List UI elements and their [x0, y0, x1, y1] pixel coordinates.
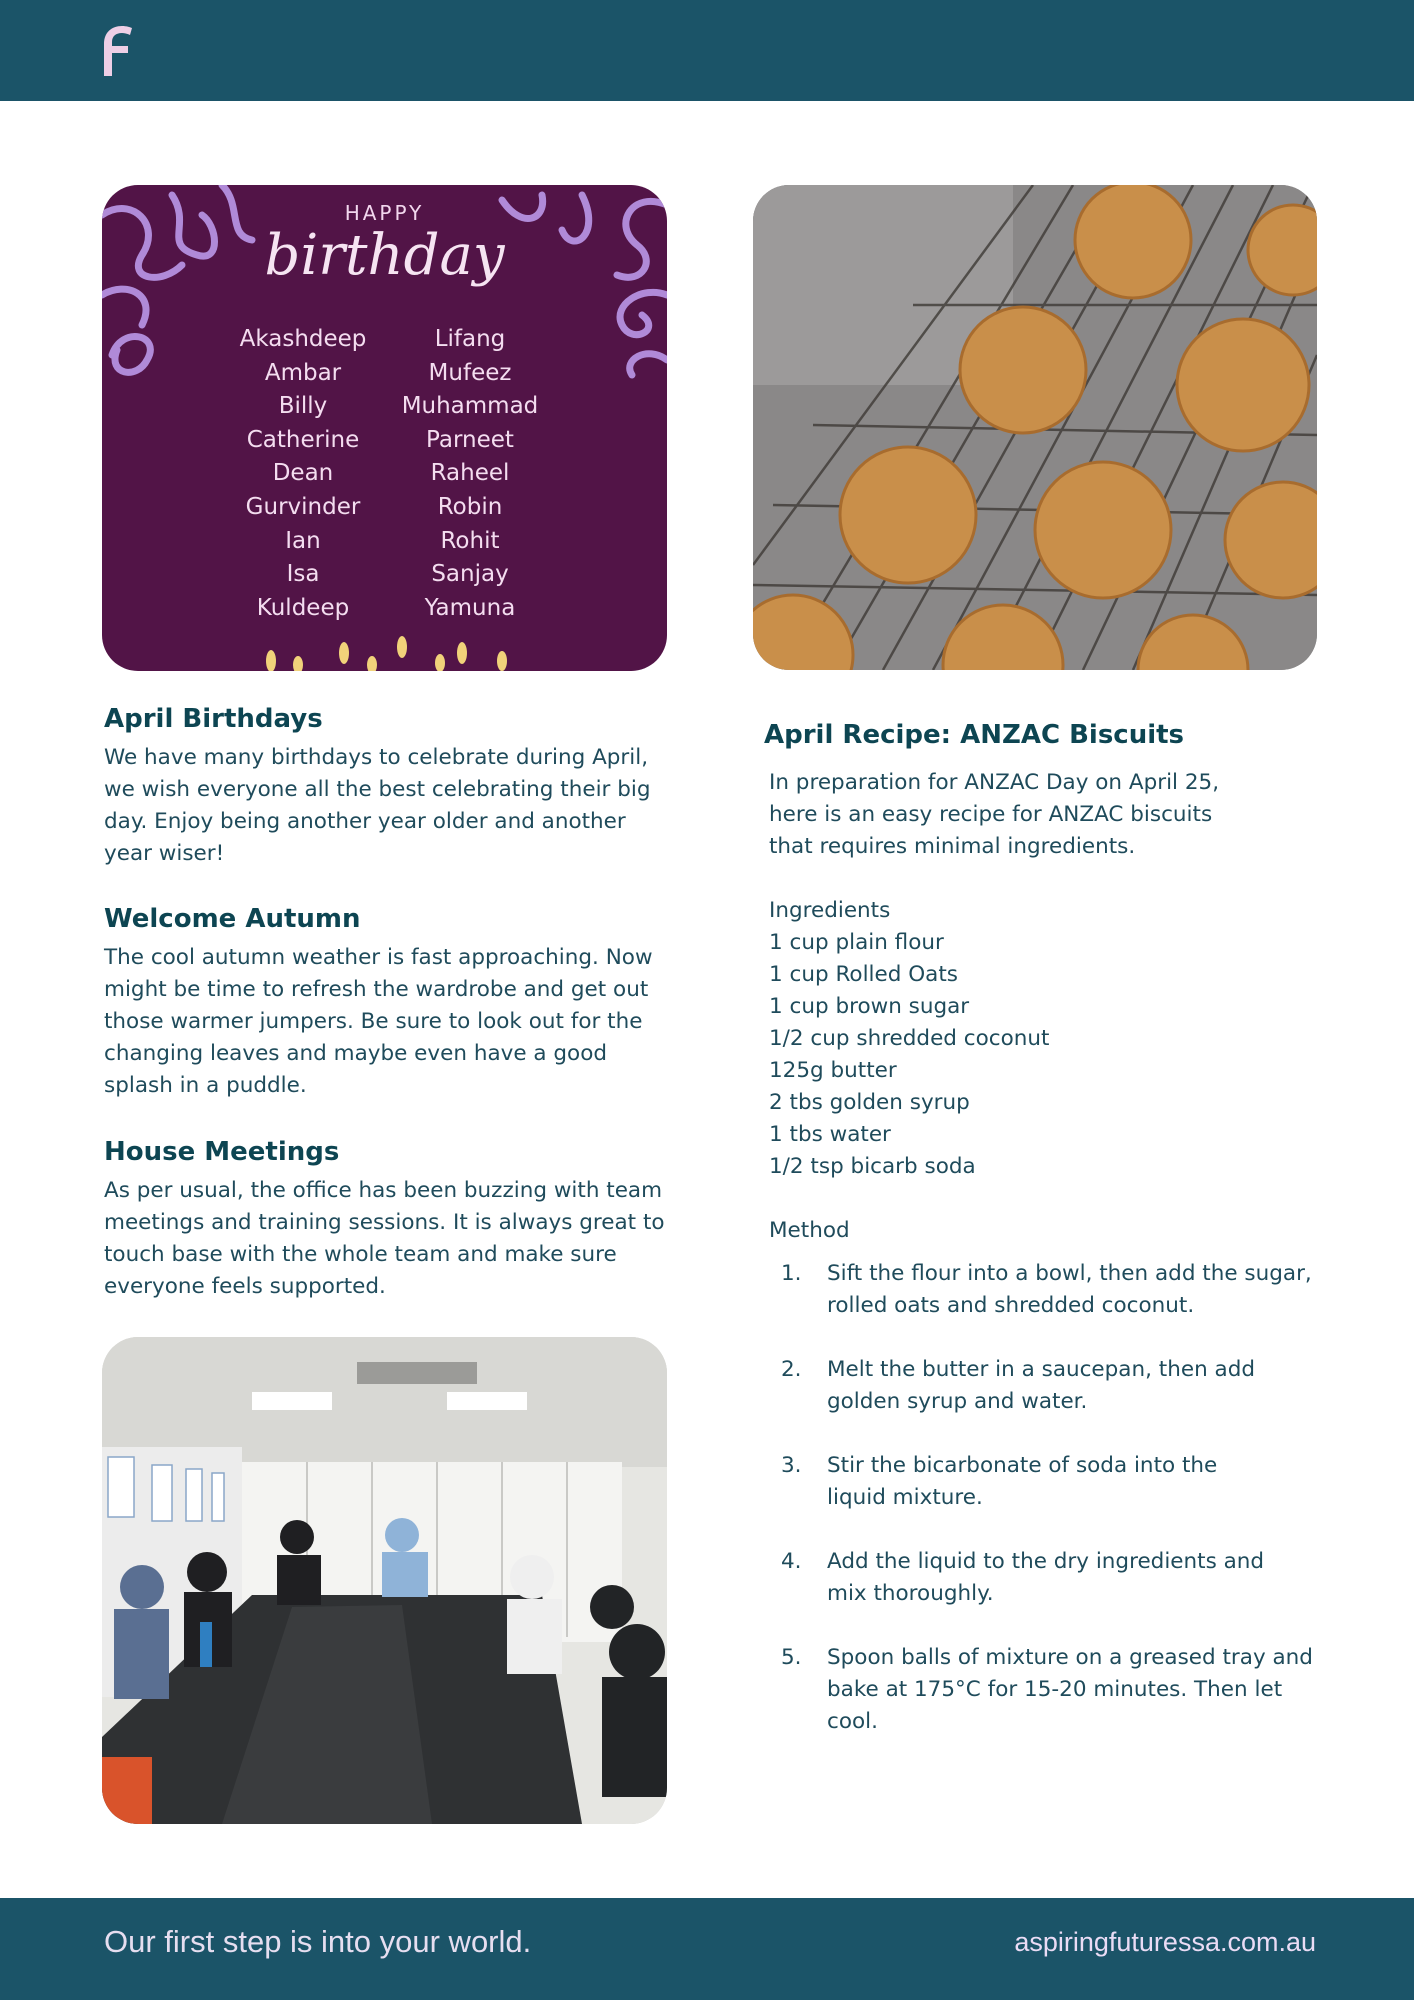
house-meetings-section — [104, 1137, 674, 1303]
step-number: 1. — [781, 1261, 802, 1286]
method-step — [769, 1354, 1257, 1418]
birthday-name: Yamuna — [424, 594, 516, 621]
birthday-name: Isa — [286, 561, 320, 588]
house-meetings-text: As per usual, the office has been buzzing with team meetings and training sessions. It is always great to touch base with the whole team and make sure everyone feels supported. — [104, 1178, 665, 1299]
birthday-name: Lifang — [434, 326, 506, 352]
birthday-name: Parneet — [426, 426, 514, 453]
happy-label: HAPPY — [344, 201, 425, 225]
step-number: 4. — [781, 1549, 802, 1574]
step-number: 5. — [781, 1645, 802, 1670]
birthday-name: Billy — [278, 393, 328, 420]
method-step — [769, 1642, 1329, 1738]
ingredient-item: 1 cup plain flour — [769, 930, 944, 955]
method-step — [769, 1258, 1329, 1322]
recipe-body — [769, 767, 1329, 1247]
birthday-name: Ian — [285, 527, 321, 554]
ingredient-item: 125g butter — [769, 1058, 897, 1083]
step-text: Add the liquid to the dry ingredients and mix thoroughly. — [827, 1549, 1265, 1606]
birthday-name: Sanjay — [431, 561, 509, 588]
recipe-heading: April Recipe: ANZAC Biscuits — [764, 720, 1185, 750]
welcome-autumn-heading: Welcome Autumn — [104, 904, 361, 934]
birthday-name: Dean — [272, 460, 334, 487]
header-bar — [0, 0, 1414, 101]
ingredient-item: 1 tbs water — [769, 1122, 891, 1147]
birthday-name: Gurvinder — [245, 493, 361, 520]
step-text: Stir the bicarbonate of soda into the liquid mixture. — [827, 1453, 1218, 1510]
birthday-name: Robin — [437, 493, 503, 520]
step-number: 3. — [781, 1453, 802, 1478]
recipe-intro: In preparation for ANZAC Day on April 25, here is an easy recipe for ANZAC biscuits that requires minimal ingredients. — [769, 770, 1220, 859]
welcome-autumn-text: The cool autumn weather is fast approaching. Now might be time to refresh the wardrobe and get out those warmer jumpers. Be sure to look out for the changing leaves and maybe even have a good splash in a puddle. — [104, 945, 653, 1098]
step-text: Sift the flour into a bowl, then add the sugar, rolled oats and shredded coconut. — [827, 1261, 1312, 1318]
f-logo-icon — [98, 22, 134, 78]
names-right-column — [390, 323, 550, 625]
birthday-name: Kuldeep — [256, 594, 350, 621]
names-left-column — [223, 323, 383, 625]
ingredients-label: Ingredients — [769, 898, 891, 923]
april-birthdays-text: We have many birthdays to celebrate during April, we wish everyone all the best celebrating their big day. Enjoy being another year older and another year wiser! — [104, 745, 651, 866]
step-text: Spoon balls of mixture on a greased tray and bake at 175°C for 15-20 minutes. Then let cool. — [827, 1645, 1313, 1734]
ingredient-item: 1/2 cup shredded coconut — [769, 1026, 1050, 1051]
birthday-name: Catherine — [246, 426, 360, 453]
team-meeting-photo — [102, 1337, 667, 1824]
birthday-name: Ambar — [264, 359, 342, 386]
birthday-script-title: birthday — [264, 223, 505, 288]
method-step — [769, 1546, 1287, 1610]
birthday-name: Mufeez — [428, 359, 512, 386]
birthday-name: Muhammad — [401, 393, 539, 420]
method-label: Method — [769, 1218, 850, 1243]
april-birthdays-heading: April Birthdays — [104, 704, 323, 734]
ingredients-list — [769, 927, 1329, 1183]
birthday-name: Rohit — [440, 527, 500, 554]
step-number: 2. — [781, 1357, 802, 1382]
recipe-heading-block — [764, 720, 1344, 750]
birthday-card — [102, 185, 667, 671]
april-birthdays-section — [104, 704, 674, 870]
footer-website-link[interactable]: aspiringfuturessa.com.au — [1014, 1927, 1316, 1957]
method-step — [769, 1450, 1247, 1514]
welcome-autumn-section — [104, 904, 674, 1102]
ingredient-item: 1 cup brown sugar — [769, 994, 970, 1019]
ingredient-item: 2 tbs golden syrup — [769, 1090, 970, 1115]
ingredient-item: 1/2 tsp bicarb soda — [769, 1154, 976, 1179]
birthday-name: Raheel — [430, 460, 510, 487]
house-meetings-heading: House Meetings — [104, 1137, 340, 1167]
method-steps-list — [769, 1258, 1329, 1770]
birthday-name: Akashdeep — [239, 326, 367, 352]
ingredient-item: 1 cup Rolled Oats — [769, 962, 958, 987]
anzac-biscuits-photo — [753, 185, 1317, 670]
footer-tagline: Our first step is into your world. — [104, 1924, 532, 1959]
step-text: Melt the butter in a saucepan, then add golden syrup and water. — [827, 1357, 1255, 1414]
